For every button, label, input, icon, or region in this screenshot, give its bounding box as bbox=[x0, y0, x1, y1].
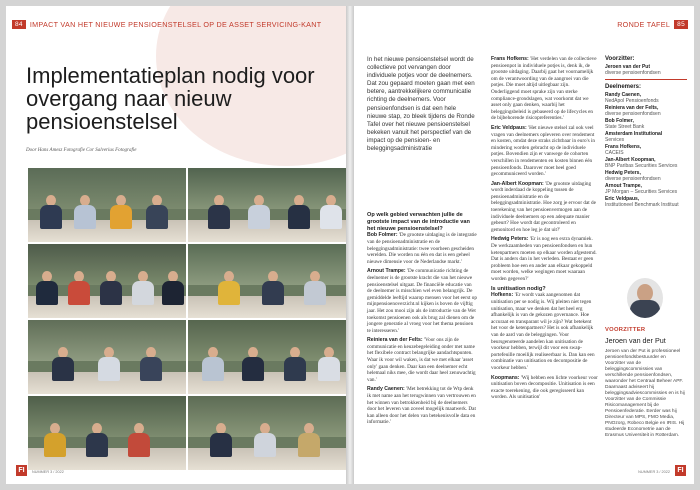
chair-heading: Voorzitter: bbox=[605, 56, 635, 62]
speaker-name: Reiniera van der Felts: bbox=[367, 337, 425, 344]
participant-name: Frans Hofkens, bbox=[605, 144, 642, 150]
page-footer: NUMMER 3 / 2022 bbox=[638, 470, 670, 474]
photo bbox=[28, 244, 186, 318]
quote-text: 'De grootste uitdaging wordt inderdaad de koppeling tussen de pensioenadministratie en de beleggingsadministratie. Hoe zorg je ervoor dat de toerekening van het pensioenvermogen aan de individuele deelnemers op een adequate manier gebeurt? Hoe wordt dat gecontroleerd en gemonitord en hoe leg je dat uit?' bbox=[491, 180, 596, 233]
speaker-name: Bob Folmer: bbox=[367, 232, 399, 239]
paragraph bbox=[491, 56, 598, 122]
participant-org: CACEIS bbox=[605, 150, 624, 156]
paragraph bbox=[491, 292, 598, 371]
participant-org: diverse pensioenfondsen bbox=[605, 111, 661, 117]
chair-name: Jeroen van der Put bbox=[605, 64, 651, 70]
quote-text: 'De grootste uitdaging is de integratie van de pensioenadministratie en de beleggingsadministratie: twee voorheen gescheiden werelden. Die worden nu één en dat is een geheel nieuwe dimensie voor de Nederlandse markt.' bbox=[367, 232, 477, 265]
quote-text: 'De communicatie richting de deelnemer is de grootste kracht die van het nieuwe pensioenstelsel uitgaat. De financiële educatie van de deelnemer is misschien wel even belangrijk. De gemiddelde leeftijd waarop mensen voor het eerst op mijnpensioenoverzicht.nl kijken is boven de vijftig jaar. Het zou mooi zijn als de introductie van de Wet toekomst pensioenen ook als brug zal dienen om de jongere generatie al vroeg voor het thema pensioen te interesseren.' bbox=[367, 268, 477, 334]
section-title: IMPACT VAN HET NIEUWE PENSIOENSTELSEL OP DE ASSET SERVICING-KANT bbox=[29, 19, 322, 29]
participant-org: Institutioneel Benchmark Instituut bbox=[605, 202, 679, 208]
participant-name: Randy Caenen, bbox=[605, 92, 642, 98]
speaker-name: Hedwig Peters: bbox=[491, 236, 530, 243]
participants-sidebar bbox=[605, 56, 687, 209]
section-title: RONDE TAFEL bbox=[617, 19, 671, 29]
paragraph bbox=[367, 232, 477, 265]
article-column-1 bbox=[367, 210, 477, 429]
paragraph bbox=[491, 236, 598, 282]
photo-credit: Door Hans Amesz Fotografie Cor Salverius Fotografie bbox=[26, 148, 137, 153]
paragraph bbox=[367, 386, 477, 426]
paragraph bbox=[491, 375, 598, 401]
speaker-name: Koopmans: bbox=[491, 374, 521, 381]
speaker-name: Frans Hofkens: bbox=[491, 56, 531, 62]
question-heading: Op welk gebied verwachten jullie de grootste impact van de introductie van het nieuwe pensioenstelsel? bbox=[367, 212, 470, 232]
participant-name: Jan-Albert Koopman, bbox=[605, 157, 656, 163]
quote-text: 'Het verdelen van de collectieve pensioenpot in individuele potjes is, denk ik, de grootste uitdaging. Daarbij gaat het voornamelijk om de verantwoording van de aangroei van die potjes. Die moet altijd uitlegbaar zijn. Onderliggend moet sprake zijn van sterke compliance-grondslagen, wat voorkomt dat we asset only gaan denken, waarbij het beleggingsbeleid is gebaseerd op de lifecycles en de bijbehorende risicopreferenties.' bbox=[491, 56, 597, 122]
quote-text: 'Voor ons zijn de communicatie en keuzebegeleiding onder met name het flexibele contract belangrijke aandachtspunten. Waar ik voor wil waken, is dat we met elkaar 'asset only' gaan denken. Daar kan een deelnemer echt helemaal niks mee, die wordt daar heel zenuwachtig van.' bbox=[367, 337, 476, 383]
paragraph bbox=[491, 181, 598, 234]
chair-portrait bbox=[627, 278, 663, 318]
photo bbox=[188, 396, 346, 470]
magazine-logo: FI bbox=[16, 465, 27, 476]
photo bbox=[188, 320, 346, 394]
quote-text: 'Er wordt vaak aangenomen dat unitisation per se nodig is. Wij pleiten niet tegen unitisation, maar we denken dat het heel erg afhankelijk is van de gekozen governance. Hoe accuraat en transparant wil je zijn? Wat betekent het voor de ketenpartners? Het is ook afhankelijk van de aard van de beleggingen. Voor beursgenoteerde aandelen kan unitisation de voorkeur hebben, terwijl dit voor een swap-portefeuille moeilijk realiseerbaar is. Dan kan een combinatie van unitisation en decompositie de voorkeur hebben.' bbox=[491, 292, 595, 371]
page-footer: NUMMER 3 / 2022 bbox=[32, 470, 64, 474]
left-page bbox=[6, 6, 346, 484]
photo bbox=[28, 396, 186, 470]
article-intro: In het nieuwe pensioenstelsel wordt de collectieve pot vervangen door individuele potjes voor de deelnemers. Dat zou gepaard moeten gaan met een betere, aantrekkelijkere communicatie richting de deelnemers. Voor pensioenfondsen is dat een hele nieuwe stap, zo bleek tijdens de Ronde Tafel over het nieuwe pensioenstelsel bekeken vanuit het perspectief van de impact op de pensioen- en beleggingsadministratie bbox=[367, 56, 475, 153]
chair-profile bbox=[605, 327, 687, 439]
article-column-2 bbox=[491, 56, 598, 404]
speaker-name: Eric Veldpaus: bbox=[491, 124, 529, 131]
participant-org: JP Morgan – Securities Services bbox=[605, 189, 678, 195]
page-gutter bbox=[346, 6, 354, 484]
divider bbox=[605, 79, 687, 80]
speaker-name: Hofkens: bbox=[491, 292, 515, 299]
photo bbox=[28, 168, 186, 242]
participant-name: Eric Veldpaus, bbox=[605, 196, 640, 202]
chair-profile-bio: Jeroen van der Put is professioneel pensioenfondsbestuurder en Voorzitter van de beleggingscommissies van verschillende pensioenfondsen, waaronder het Centraal Beheer APF. Daarnaast adviseert hij beleggingsadviescommissies en is hij Voorzitter van de Commissie Risicomanagement bij de Pensioenfederatie. Eerder was hij Directeur van MPS, FMO Media, PNOzorg, Robeco Belgie en IRIS. Hij studeerde Econometrie aan de Erasmus Universiteit in Rotterdam. bbox=[605, 349, 685, 438]
photo bbox=[28, 320, 186, 394]
photo bbox=[188, 168, 346, 242]
quote-text: 'Met betrekking tot de Wtp denk ik met name aan het terugwinnen van vertrouwen en het winnen van betrokkenheid bij de deelnemers door het leveren van zoveel mogelijk maatwerk. Dat kan alleen door het delen van betekenisvolle data en informatie.' bbox=[367, 386, 476, 426]
speaker-name: Randy Caenen: bbox=[367, 386, 407, 393]
participant-org: NedApol Pensioenfonds bbox=[605, 98, 659, 104]
participant-name: Reiniera van der Felts, bbox=[605, 105, 659, 111]
quote-text: 'Er is nog een extra dynamiek. De werkzaamheden van pensioenfondsen en hun ketenpartners moeten op elkaar worden afgestemd. Dat is anders dan in het verleden. Bestaat er geen probleem hoe een en ander aan elkaar gekoppeld moet worden, welke wegingen moet waaraan worden gegeven?' bbox=[491, 236, 597, 282]
participant-name: Hedwig Peters, bbox=[605, 170, 641, 176]
paragraph bbox=[367, 268, 477, 334]
paragraph bbox=[367, 337, 477, 383]
magazine-logo: FI bbox=[675, 465, 686, 476]
article-title: Implementatieplan nodig voor overgang naar nieuw pensioenstelsel bbox=[26, 63, 315, 134]
participants-list bbox=[605, 92, 687, 208]
quote-text: 'Wij hebben een lichte voorkeur voor unitisation boven decompositie. Unitisation is een exacte toerekening, die ook geregisseerd kan worden. Als unitisation' bbox=[491, 374, 598, 401]
question-heading: Is unitisation nodig? bbox=[491, 285, 546, 292]
right-page-header bbox=[617, 18, 688, 30]
participant-org: diverse pensioenfondsen bbox=[605, 176, 661, 182]
speaker-name: Jan-Albert Koopman: bbox=[491, 180, 546, 187]
participant-name: Amsterdam Institutional bbox=[605, 131, 663, 137]
speaker-name: Arnout Trampe: bbox=[367, 268, 408, 275]
chair-org: diverse pensioenfondsen bbox=[605, 70, 661, 76]
photo bbox=[188, 244, 346, 318]
photo-collage bbox=[28, 168, 346, 470]
paragraph bbox=[491, 125, 598, 178]
participant-org: State Street Bank bbox=[605, 124, 645, 130]
participant-org: Services bbox=[605, 137, 625, 143]
page-number-badge: 84 bbox=[12, 20, 26, 29]
participant-name: Arnout Trampe, bbox=[605, 183, 642, 189]
page-number-badge: 85 bbox=[674, 20, 688, 29]
participants-heading: Deelnemers: bbox=[605, 84, 642, 90]
quote-text: 'Het nieuwe stelsel zal ook veel vragen van deelnemers opleveren over rendement en kosten, omdat deze straks zichtbaar in euro's in mindering worden gebracht op de individuele potjes. Bovendien zijn er vanwege de cohorten verschillen in rendementen en kosten binnen één pensioenfonds. Daarover moet heel goed gecommuniceerd worden.' bbox=[491, 124, 595, 178]
left-page-header bbox=[12, 18, 321, 30]
chair-profile-name: Jeroen van der Put bbox=[605, 336, 666, 345]
participant-name: Bob Folmer, bbox=[605, 118, 634, 124]
chair-profile-label: VOORZITTER bbox=[605, 327, 646, 333]
participant-org: BNP Paribas Securities Services bbox=[605, 163, 678, 169]
